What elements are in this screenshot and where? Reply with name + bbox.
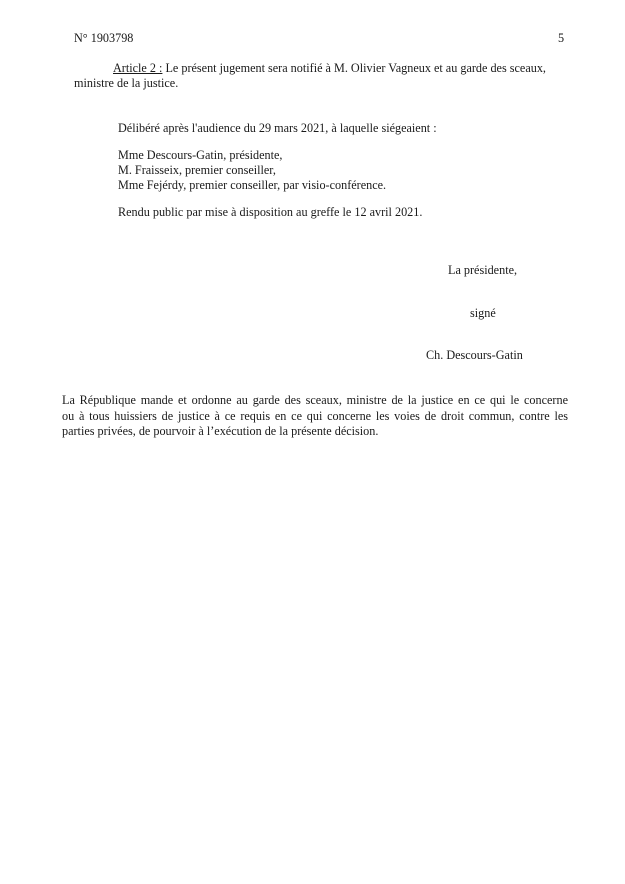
public-statement: Rendu public par mise à disposition au greffe le 12 avril 2021. [118,205,423,219]
member-fraisseix: M. Fraisseix, premier conseiller, [118,163,276,177]
signature-signed: signé [470,306,496,320]
signature-title: La présidente, [448,263,518,277]
executory-formula [62,393,568,440]
article-2-label: Article 2 : [113,61,163,75]
article-2-line1 [113,61,546,76]
member-presidente: Mme Descours-Gatin, présidente, [118,148,283,162]
signature-name: Ch. Descours-Gatin [426,348,523,362]
formula-line3: parties privées, de pourvoir à l’exécution de la présente décision. [62,424,379,438]
page-number: 5 [558,31,565,45]
deliberation-intro: Délibéré après l'audience du 29 mars 2021, à laquelle siégeaient : [118,121,437,135]
case-number: N° 1903798 [74,31,134,45]
article-2-text: Le présent jugement sera notifié à M. Olivier Vagneux et au garde des sceaux, [162,61,546,75]
formula-line2: ou à tous huissiers de justice à ce requis en ce qui concerne les voies de droit commun, contre les [62,408,568,423]
member-fejerdy: Mme Fejérdy, premier conseiller, par visio-conférence. [118,178,387,192]
article-2-line2: ministre de la justice. [74,76,179,90]
formula-line1: La République mande et ordonne au garde des sceaux, ministre de la justice en ce qui le concerne [62,393,568,407]
